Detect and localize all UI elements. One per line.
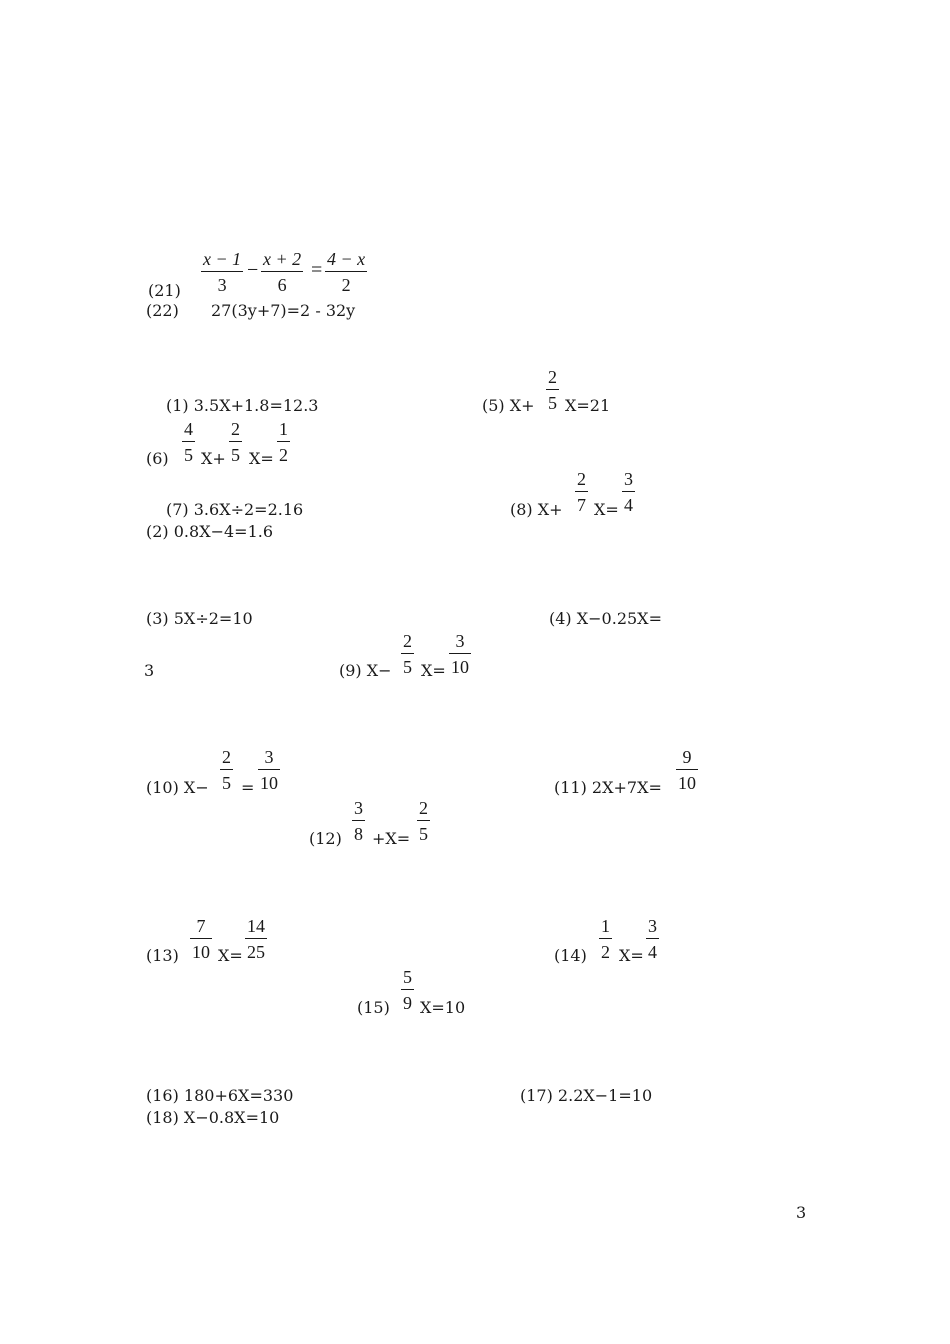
q5-tail: X=21 bbox=[565, 396, 611, 415]
q10-label: (10) X− bbox=[146, 778, 209, 797]
q10-fraction-1: 2 5 bbox=[222, 747, 231, 793]
q14-fraction-2: 3 4 bbox=[648, 916, 657, 962]
q10-mid: = bbox=[241, 778, 255, 797]
q5-label: (5) X+ bbox=[482, 396, 535, 415]
q9-fraction-2: 3 10 bbox=[451, 631, 469, 677]
q12-fraction-2: 2 5 bbox=[419, 798, 428, 844]
q16-equation: (16) 180+6X=330 bbox=[146, 1086, 294, 1105]
q8-fraction-1: 2 7 bbox=[577, 469, 586, 515]
q10-fraction-2: 3 10 bbox=[260, 747, 278, 793]
q15-fraction: 5 9 bbox=[403, 967, 412, 1013]
q21-equals: = bbox=[311, 259, 323, 281]
q9-label: (9) X− bbox=[339, 661, 392, 680]
q6-label: (6) bbox=[146, 449, 169, 468]
q6-fraction-2: 2 5 bbox=[231, 419, 240, 465]
q13-fraction-2: 14 25 bbox=[247, 916, 265, 962]
q14-label: (14) bbox=[554, 946, 587, 965]
q1-equation: (1) 3.5X+1.8=12.3 bbox=[166, 396, 319, 415]
q13-fraction-1: 7 10 bbox=[192, 916, 210, 962]
q7-equation: (7) 3.6X÷2=2.16 bbox=[166, 500, 304, 519]
q9-fraction-1: 2 5 bbox=[403, 631, 412, 677]
q18-equation: (18) X−0.8X=10 bbox=[146, 1108, 280, 1127]
q21-fraction-2: x + 2 6 bbox=[263, 249, 302, 295]
q21-fraction-3: 4 − x 2 bbox=[327, 249, 366, 295]
q14-fraction-1: 1 2 bbox=[601, 916, 610, 962]
q2-equation: (2) 0.8X−4=1.6 bbox=[146, 522, 274, 541]
q21-fraction-1: x − 1 3 bbox=[203, 249, 242, 295]
q15-label: (15) bbox=[357, 998, 390, 1017]
q14-mid: X= bbox=[619, 946, 644, 965]
q8-fraction-2: 3 4 bbox=[624, 469, 633, 515]
q6-fraction-3: 1 2 bbox=[279, 419, 288, 465]
page-number: 3 bbox=[796, 1203, 807, 1222]
q12-fraction-1: 3 8 bbox=[354, 798, 363, 844]
q8-label: (8) X+ bbox=[510, 500, 563, 519]
q21-label: (21) bbox=[148, 281, 181, 300]
q6-mid2: X= bbox=[249, 449, 274, 468]
q12-label: (12) bbox=[309, 829, 342, 848]
q22-label: (22) bbox=[146, 301, 179, 320]
q4-equation: (4) X−0.25X= bbox=[549, 609, 662, 628]
q13-label: (13) bbox=[146, 946, 179, 965]
q6-mid: X+ bbox=[201, 449, 226, 468]
q9-mid: X= bbox=[421, 661, 446, 680]
q17-equation: (17) 2.2X−1=10 bbox=[520, 1086, 653, 1105]
q22-equation: 27(3y+7)=2 - 32y bbox=[211, 301, 356, 320]
q5-fraction: 2 5 bbox=[548, 367, 557, 413]
q13-mid: X= bbox=[218, 946, 243, 965]
q3-equation: (3) 5X÷2=10 bbox=[146, 609, 253, 628]
q6-fraction-1: 4 5 bbox=[184, 419, 193, 465]
q12-mid: +X= bbox=[372, 829, 411, 848]
q8-mid: X= bbox=[594, 500, 619, 519]
q11-fraction: 9 10 bbox=[678, 747, 696, 793]
q4-wrap: 3 bbox=[144, 661, 155, 680]
q11-label: (11) 2X+7X= bbox=[554, 778, 662, 797]
q21-minus: − bbox=[247, 259, 259, 281]
q15-tail: X=10 bbox=[420, 998, 466, 1017]
